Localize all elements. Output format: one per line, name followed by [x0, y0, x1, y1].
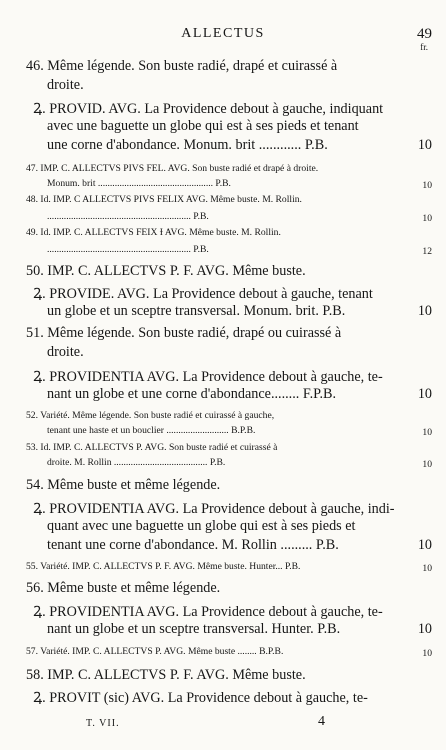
text-line: une corne d'abondance. Monum. brit ............ P.B.	[47, 137, 328, 153]
rarity-value: 10	[422, 213, 432, 224]
rarity-value: 10	[417, 537, 432, 553]
rarity-value: 10	[417, 303, 432, 319]
rarity-value: 12	[422, 246, 432, 257]
text-line: ............................................................ P.B.	[47, 244, 209, 255]
text-line: 58. IMP. C. ALLECTVS P. F. AVG. Même buste.	[26, 667, 306, 683]
rarity-value: 10	[417, 621, 432, 637]
text-line: Ꝝ. PROVIDENTIA AVG. La Providence debout à gauche, te-	[33, 604, 383, 620]
text-line: quant avec une baguette un globe qui est à ses pieds et	[47, 518, 356, 534]
rarity-value: 10	[422, 648, 432, 659]
text-line: ............................................................ P.B.	[47, 211, 209, 222]
text-line: Ꝝ. PROVIDENTIA AVG. La Providence debout à gauche, indi-	[33, 501, 395, 517]
text-line: 57. Variété. IMP. C. ALLECTVS P. AVG. Même buste ........ B.P.B.	[26, 646, 284, 657]
text-line: 55. Variété. IMP. C. ALLECTVS P. F. AVG. Même buste. Hunter... P.B.	[26, 561, 301, 572]
text-line: nant un globe et une corne d'abondance........ F.P.B.	[47, 386, 337, 402]
rarity-value: 10	[422, 427, 432, 438]
text-line: 47. IMP. C. ALLECTVS PIVS FEL. AVG. Son buste radié et drapé à droite.	[26, 163, 319, 174]
page-title: ALLECTUS	[181, 26, 265, 41]
text-line: 51. Même légende. Son buste radié, drapé ou cuirassé à	[26, 325, 342, 341]
rarity-value: 10	[422, 563, 432, 574]
rarity-value: 10	[417, 137, 432, 153]
text-line: tenant une corne d'abondance. M. Rollin ......... P.B.	[47, 537, 339, 553]
page-number-mark: fr.	[420, 42, 428, 52]
text-line: 46. Même légende. Son buste radié, drapé et cuirassé à	[26, 58, 338, 74]
text-line: un globe et un sceptre transversal. Monum. brit. P.B.	[47, 303, 346, 319]
text-line: Monum. brit ................................................ P.B.	[47, 178, 231, 189]
text-line: Ꝝ. PROVIT (sic) AVG. La Providence debout à gauche, te-	[33, 690, 368, 706]
text-line: 52. Variété. Même légende. Son buste radié et cuirassé à gauche,	[26, 410, 275, 421]
page-number: 49	[417, 26, 432, 42]
text-line: tenant une haste et un bouclier .......................... B.P.B.	[47, 425, 256, 436]
text-line: 56. Même buste et même légende.	[26, 580, 221, 596]
text-line: 54. Même buste et même légende.	[26, 477, 221, 493]
text-line: 50. IMP. C. ALLECTVS P. F. AVG. Même buste.	[26, 263, 306, 279]
text-line: droite.	[47, 344, 84, 360]
text-line: Ꝝ. PROVIDE. AVG. La Providence debout à gauche, tenant	[33, 286, 373, 302]
text-line: 53. Id. IMP. C. ALLECTVS P. AVG. Son buste radié et cuirassé à	[26, 442, 278, 453]
signature-mark: 4	[318, 714, 325, 729]
rarity-value: 10	[422, 180, 432, 191]
text-line: avec une baguette un globe qui est à ses pieds et tenant	[47, 118, 359, 134]
text-line: droite.	[47, 77, 84, 93]
text-line: 49. Id. IMP. C. ALLECTVS FEIX Ɨ AVG. Même buste. M. Rollin.	[26, 227, 281, 238]
text-line: nant un globe et un sceptre transversal. Hunter. P.B.	[47, 621, 341, 637]
volume-label: T. VII.	[86, 718, 120, 729]
text-line: 48. Id. IMP. C ALLECTVS PIVS FELIX AVG. Même buste. M. Rollin.	[26, 194, 302, 205]
text-line: droite. M. Rollin ....................................... P.B.	[47, 457, 226, 468]
rarity-value: 10	[422, 459, 432, 470]
text-line: Ꝝ. PROVID. AVG. La Providence debout à gauche, indiquant	[33, 101, 384, 117]
rarity-value: 10	[417, 386, 432, 402]
text-line: Ꝝ. PROVIDENTIA AVG. La Providence debout à gauche, te-	[33, 369, 383, 385]
